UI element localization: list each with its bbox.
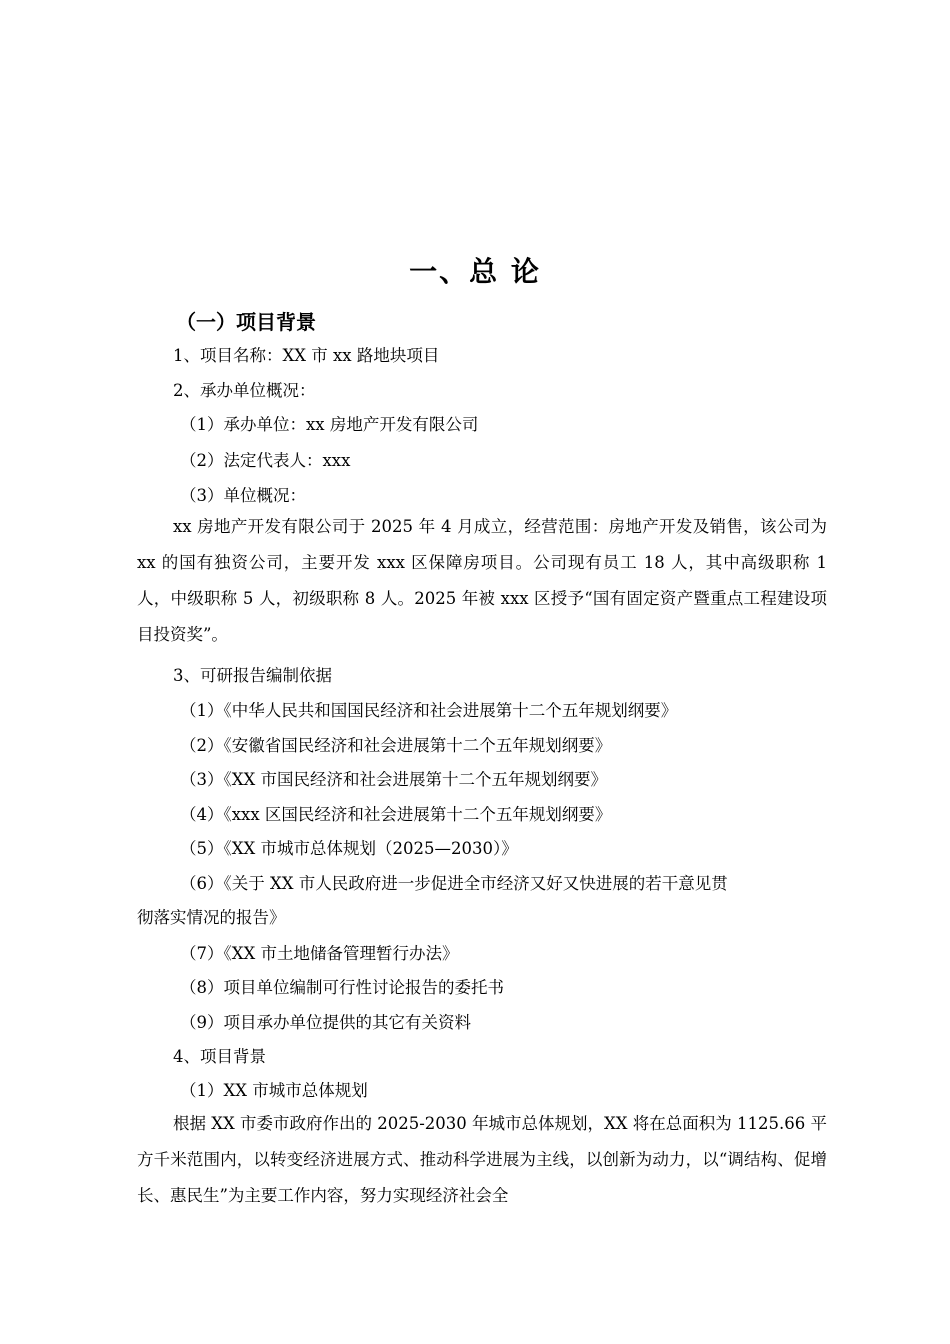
sub-unit-overview: （3）单位概况： <box>180 486 306 505</box>
item-project-name: 1、项目名称：XX 市 xx 路地块项目 <box>173 346 440 365</box>
item-background-heading: 4、项目背景 <box>173 1047 266 1066</box>
sub-organizer: （1）承办单位：xx 房地产开发有限公司 <box>180 415 479 434</box>
plan-paragraph: 根据 XX 市委市政府作出的 2025-2030 年城市总体规划，XX 将在总面积为 1125.66 平方千米范围内，以转变经济进展方式、推动科学进展为主线，以创新为动力，以“调结构、促增长、惠民生”为主要工作内容，努力实现经济社会全 <box>137 1114 827 1205</box>
section-heading: （一）项目背景 <box>176 310 316 334</box>
basis-item: （9）项目承办单位提供的其它有关资料 <box>180 1013 471 1032</box>
item-basis-heading: 3、可研报告编制依据 <box>173 666 332 685</box>
chapter-title: 一、总 论 <box>409 255 541 288</box>
sub-city-plan: （1）XX 市城市总体规划 <box>180 1081 368 1100</box>
company-paragraph: xx 房地产开发有限公司于 2025 年 4 月成立，经营范围：房地产开发及销售，该公司为 xx 的国有独资公司，主要开发 xxx 区保障房项目。公司现有员工 18 人，其中高级职称 1 人，中级职称 5 人，初级职称 8 人。2025 年被 xxx 区授予“国有固定资产暨重点工程建设项目投资奖”。 <box>137 517 827 644</box>
basis-item: （1）《中华人民共和国国民经济和社会进展第十二个五年规划纲要》 <box>180 701 678 720</box>
basis-item: （7）《XX 市土地储备管理暂行办法》 <box>180 944 459 963</box>
basis-item: （3）《XX 市国民经济和社会进展第十二个五年规划纲要》 <box>180 770 607 789</box>
sub-legal-rep: （2）法定代表人：xxx <box>180 451 351 470</box>
item-organizer-overview: 2、承办单位概况： <box>173 381 316 400</box>
basis-item: （5）《XX 市城市总体规划（2025—2030）》 <box>180 839 518 858</box>
basis-item: （8）项目单位编制可行性讨论报告的委托书 <box>180 978 504 997</box>
basis-item: （2）《安徽省国民经济和社会进展第十二个五年规划纲要》 <box>180 736 612 755</box>
basis-item: （4）《xxx 区国民经济和社会进展第十二个五年规划纲要》 <box>180 805 612 824</box>
basis-item-continuation: 彻落实情况的报告》 <box>137 908 286 927</box>
basis-item: （6）《关于 XX 市人民政府进一步促进全市经济又好又快进展的若干意见贯 <box>180 874 728 893</box>
